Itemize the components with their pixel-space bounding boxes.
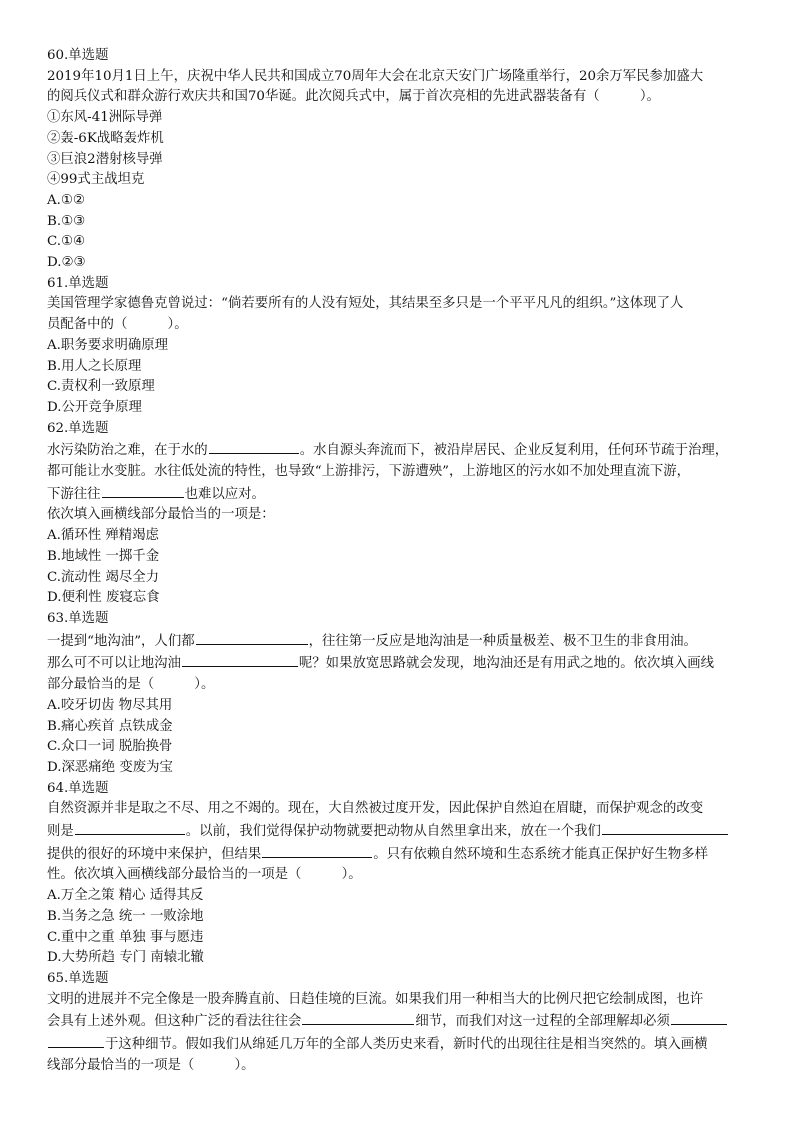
question-header: 61.单选题 (47, 275, 109, 291)
answer-option: C.流动性 竭尽全力 (47, 569, 160, 585)
question-header: 63.单选题 (47, 610, 109, 626)
answer-option: C.重中之重 单独 事与愿违 (47, 929, 204, 945)
question-header: 60.单选题 (47, 48, 109, 63)
question-stem-line: 自然资源并非是取之不尽、用之不竭的。现在，大自然被过度开发，因此保护自然迫在眉睫，而保护观念的改变 (47, 801, 704, 817)
question-stem-line: 员配备中的（ ）。 (47, 317, 188, 333)
answer-option: C.①④ (47, 234, 86, 250)
fill-blank (75, 820, 185, 835)
question-header: 64.单选题 (47, 780, 109, 796)
question-stem-line: 部分最恰当的是（ ）。 (47, 677, 215, 693)
question-60 (47, 46, 757, 274)
answer-option: C.众口一词 脱胎换骨 (47, 739, 173, 755)
document-body (47, 46, 757, 1076)
question-stem-line: 会具有上述外观。但这种广泛的看法往往会 细节，而我们对这一过程的全部理解却必须 (47, 1010, 757, 1033)
statement-item: ①东风-41洲际导弹 (47, 110, 163, 126)
question-stem-line: 于这种细节。假如我们从绵延几万年的全部人类历史来看，新时代的出现往往是相当突然的。填入画横 (47, 1033, 757, 1056)
statement-item: ③巨浪2潜射核导弹 (47, 151, 163, 167)
question-header: 65.单选题 (47, 970, 109, 986)
question-stem-line: 文明的进展并不完全像是一股奔腾直前、日趋佳境的巨流。如果我们用一种相当大的比例尺把它绘制成图，也许 (47, 991, 704, 1007)
answer-option: A.万全之策 精心 适得其反 (47, 888, 204, 904)
fill-blank (602, 820, 728, 835)
answer-option: D.便利性 废寝忘食 (47, 590, 160, 606)
question-stem-line: 性。依次填入画横线部分最恰当的一项是（ ）。 (47, 867, 362, 883)
answer-option: B.当务之急 统一 一败涂地 (47, 908, 204, 924)
answer-option: B.①③ (47, 213, 86, 229)
statement-item: ④99式主战坦克 (47, 172, 145, 188)
question-61 (47, 274, 757, 419)
fill-blank (671, 1010, 727, 1025)
question-stem-line: 那么可不可以让地沟油 呢？如果放宽思路就会发现，地沟油还是有用武之地的。依次填入画线 (47, 652, 757, 675)
answer-option: B.用人之长原理 (47, 358, 142, 374)
answer-option: A.咬牙切齿 物尽其用 (47, 697, 173, 713)
answer-option: C.责权利一致原理 (47, 379, 155, 395)
fill-blank (262, 843, 372, 858)
fill-blank (102, 483, 184, 498)
fill-blank (48, 1033, 104, 1048)
question-stem-line: 提供的很好的环境中来保护，但结果 。只有依赖自然环境和生态系统才能真正保护好生物多样 (47, 843, 757, 866)
statement-item: ②轰-6K战略轰炸机 (47, 130, 164, 146)
answer-option: B.地域性 一掷千金 (47, 548, 160, 564)
answer-option: A.①② (47, 192, 85, 208)
question-65 (47, 969, 757, 1077)
question-stem-line: 水污染防治之难，在于水的 。水自源头奔流而下，被沿岸居民、企业反复利用，任何环节疏于治理， (47, 439, 757, 462)
answer-option: A.循环性 殚精竭虑 (47, 528, 159, 544)
question-stem-line: 线部分最恰当的一项是（ ）。 (47, 1057, 255, 1073)
answer-option: A.职务要求明确原理 (47, 337, 169, 353)
question-64 (47, 779, 757, 969)
fill-blank (196, 630, 308, 645)
question-header: 62.单选题 (47, 420, 109, 436)
answer-option: D.②③ (47, 255, 86, 271)
answer-option: B.痛心疾首 点铁成金 (47, 718, 173, 734)
question-stem-line: 一提到“地沟油”，人们都 ，往往第一反应是地沟油是一种质量极差、极不卫生的非食用油。 (47, 630, 757, 653)
question-62 (47, 419, 757, 609)
fill-blank (302, 1010, 414, 1025)
answer-option: D.大势所趋 专门 南辕北辙 (47, 950, 204, 966)
question-stem-line: 下游往往 也难以应对。 (47, 483, 757, 506)
question-stem-line: 都可能让水变脏。水往低处流的特性，也导致“上游排污，下游遭殃”，上游地区的污水如不加处理直流下游， (47, 464, 691, 480)
question-63 (47, 609, 757, 779)
question-stem-line: 的阅兵仪式和群众游行欢庆共和国70华诞。此次阅兵式中，属于首次亮相的先进武器装备有（ ）。 (47, 89, 660, 105)
answer-option: D.深恶痛绝 变废为宝 (47, 759, 173, 775)
answer-option: D.公开竞争原理 (47, 399, 142, 415)
question-stem-line: 依次填入画横线部分最恰当的一项是： (47, 507, 275, 523)
fill-blank (182, 652, 298, 667)
fill-blank (209, 439, 299, 454)
question-stem-line: 美国管理学家德鲁克曾说过：“倘若要所有的人没有短处，其结果至多只是一个平平凡凡的组织。”这体现了人 (47, 296, 684, 312)
question-stem-line: 2019年10月1日上午，庆祝中华人民共和国成立70周年大会在北京天安门广场隆重举行，20余万军民参加盛大 (47, 68, 704, 84)
question-stem-line: 则是 。以前，我们觉得保护动物就要把动物从自然里拿出来，放在一个我们 (47, 820, 757, 843)
